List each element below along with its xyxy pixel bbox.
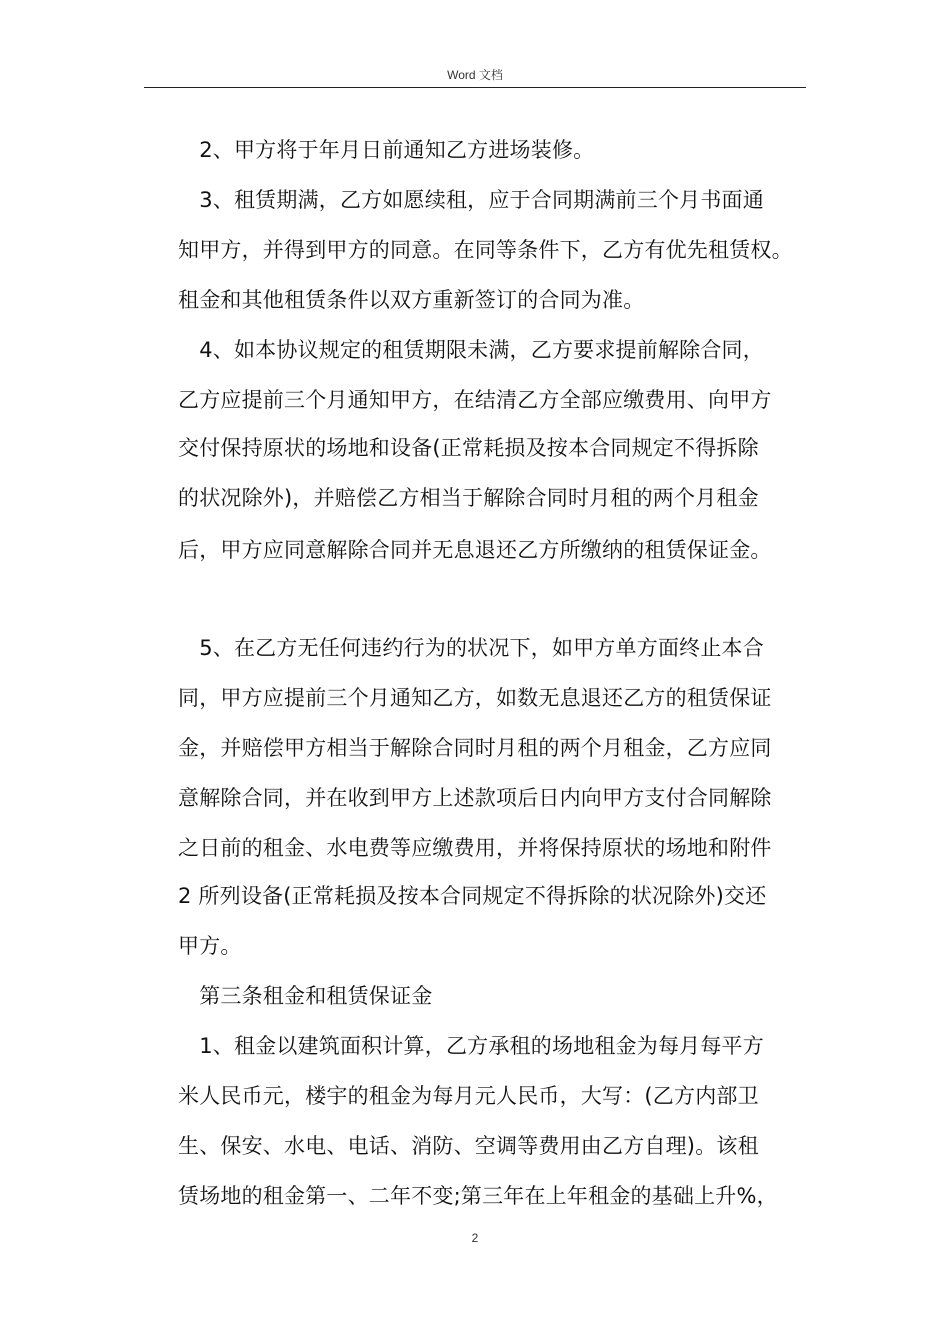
text-line: 金，并赔偿甲方相当于解除合同时月租的两个月租金，乙方应同 bbox=[178, 736, 772, 760]
page-number: 2 bbox=[471, 1231, 479, 1245]
text-line: 之日前的租金、水电费等应缴费用，并将保持原状的场地和附件 bbox=[178, 836, 772, 860]
text-line: 乙方应提前三个月通知甲方，在结清乙方全部应缴费用、向甲方 bbox=[178, 388, 772, 412]
section-heading: 第三条租金和租赁保证金 bbox=[178, 984, 433, 1008]
text-line: 租金和其他租赁条件以双方重新签订的合同为准。 bbox=[178, 288, 645, 312]
text-line: 生、保安、水电、电话、消防、空调等费用由乙方自理)。该租 bbox=[178, 1134, 759, 1158]
text-line: 米人民币元，楼宇的租金为每月元人民币，大写：(乙方内部卫 bbox=[178, 1084, 759, 1108]
text-line: 5、在乙方无任何违约行为的状况下，如甲方单方面终止本合 bbox=[178, 636, 764, 660]
text-line: 同，甲方应提前三个月通知乙方，如数无息退还乙方的租赁保证 bbox=[178, 686, 772, 710]
text-line: 后，甲方应同意解除合同并无息退还乙方所缴纳的租赁保证金。 bbox=[178, 538, 772, 562]
text-line: 意解除合同，并在收到甲方上述款项后日内向甲方支付合同解除 bbox=[178, 786, 772, 810]
text-line: 甲方。 bbox=[178, 934, 242, 958]
text-line: 知甲方，并得到甲方的同意。在同等条件下，乙方有优先租赁权。 bbox=[178, 238, 793, 262]
text-line: 赁场地的租金第一、二年不变;第三年在上年租金的基础上升%， bbox=[178, 1184, 778, 1208]
text-line: 2、甲方将于年月日前通知乙方进场装修。 bbox=[178, 138, 595, 162]
text-line: 交付保持原状的场地和设备(正常耗损及按本合同规定不得拆除 bbox=[178, 436, 759, 460]
text-line: 4、如本协议规定的租赁期限未满，乙方要求提前解除合同， bbox=[178, 338, 764, 362]
text-line: 1、租金以建筑面积计算，乙方承租的场地租金为每月每平方 bbox=[178, 1034, 764, 1058]
text-line: 2 所列设备(正常耗损及按本合同规定不得拆除的状况除外)交还 bbox=[178, 884, 767, 908]
header-divider bbox=[144, 87, 806, 88]
page-header: Word 文档 bbox=[447, 68, 503, 82]
text-line: 3、租赁期满，乙方如愿续租，应于合同期满前三个月书面通 bbox=[178, 188, 764, 212]
text-line: 的状况除外)，并赔偿乙方相当于解除合同时月租的两个月租金 bbox=[178, 486, 759, 510]
